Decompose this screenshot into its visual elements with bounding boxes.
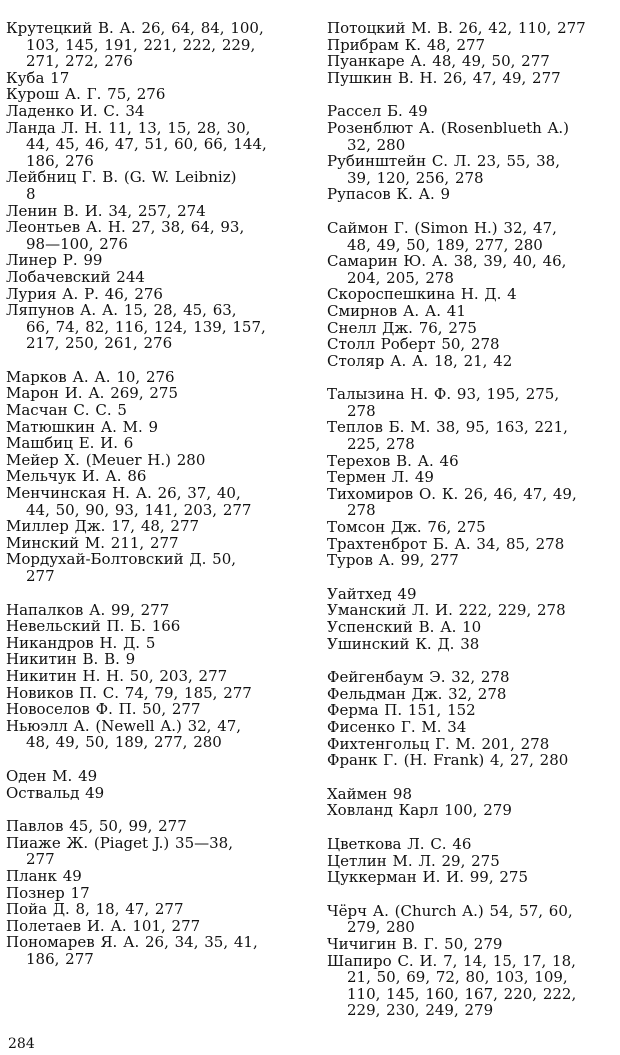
index-entry <box>6 934 302 967</box>
index-entry-line: Теплов Б. М. 38, 95, 163, 221, <box>327 418 568 437</box>
index-entry-line: Пуанкаре А. 48, 49, 50, 277 <box>327 52 550 71</box>
index-entry <box>327 103 620 120</box>
index-entry-line: Оствальд 49 <box>6 783 105 802</box>
index-entry-line: 8 <box>26 184 36 203</box>
index-entry-line: 277 <box>26 567 55 585</box>
index-entry <box>327 353 620 370</box>
index-entry-line: Чичигин В. Г. 50, 279 <box>327 934 503 953</box>
index-entry-line: Столяр А. А. 18, 21, 42 <box>327 351 513 370</box>
index-entry <box>327 586 620 603</box>
index-entry-line: Ладенко И. С. 34 <box>6 101 145 120</box>
letter-group-gap <box>327 886 620 903</box>
index-entry <box>327 936 620 953</box>
index-entry-line: Саймон Г. (Simon H.) 32, 47, <box>327 218 557 237</box>
index-entry <box>327 120 620 153</box>
index-entry <box>327 802 620 819</box>
index-entry <box>6 635 302 652</box>
index-entry-line: Терехов В. А. 46 <box>327 451 459 470</box>
index-entry-line: Пономарев Я. А. 26, 34, 35, 41, <box>6 933 258 952</box>
index-entry-line: Новиков П. С. 74, 79, 185, 277 <box>6 683 252 702</box>
index-entry-line: 279, 280 <box>347 918 415 937</box>
index-entry-line: Новоселов Ф. П. 50, 277 <box>6 700 201 719</box>
index-entry-line: 225, 278 <box>347 435 415 454</box>
index-entry-line: Пойа Д. 8, 18, 47, 277 <box>6 900 184 919</box>
index-entry-line: Миллер Дж. 17, 48, 277 <box>6 517 200 536</box>
index-entry <box>327 719 620 736</box>
letter-group-gap <box>327 819 620 836</box>
index-entry <box>6 419 302 436</box>
index-entry <box>6 685 302 702</box>
index-entry <box>6 651 302 668</box>
index-entry-line: Леонтьев А. Н. 27, 38, 64, 93, <box>6 218 245 237</box>
index-entry-line: Ленин В. И. 34, 257, 274 <box>6 201 206 220</box>
index-entry-line: Столл Роберт 50, 278 <box>327 335 500 354</box>
index-entry <box>327 419 620 452</box>
index-entry-line: Марков А. А. 10, 276 <box>6 367 175 386</box>
index-entry <box>327 320 620 337</box>
index-entry <box>327 536 620 553</box>
index-entry-line: Трахтенброт Б. А. 34, 85, 278 <box>327 534 565 553</box>
index-entry-line: Никитин Н. Н. 50, 203, 277 <box>6 666 228 685</box>
letter-group-gap <box>6 585 302 602</box>
index-entry-line: Фисенко Г. М. 34 <box>327 717 467 736</box>
index-entry-line: Ньюэлл А. (Newell A.) 32, 47, <box>6 716 242 735</box>
index-entry-line: Цуккерман И. И. 99, 275 <box>327 868 528 887</box>
index-entry-line: Талызина Н. Ф. 93, 195, 275, <box>327 385 560 404</box>
index-entry <box>6 435 302 452</box>
index-entry <box>327 786 620 803</box>
index-entry <box>6 369 302 386</box>
index-entry-line: Ланда Л. Н. 11, 13, 15, 28, 30, <box>6 118 251 137</box>
index-entry <box>6 485 302 518</box>
index-entry <box>327 636 620 653</box>
index-column-right <box>327 20 620 1019</box>
index-entry <box>6 868 302 885</box>
index-entry <box>6 269 302 286</box>
index-entry-line: 186, 277 <box>26 949 94 968</box>
index-entry <box>327 736 620 753</box>
index-entry <box>6 402 302 419</box>
index-entry-line: Мордухай-Болтовский Д. 50, <box>6 550 237 569</box>
index-entry-line: 217, 250, 261, 276 <box>26 334 173 353</box>
index-entry <box>6 219 302 252</box>
index-entry-line: Термен Л. 49 <box>327 468 434 487</box>
index-entry-line: 32, 280 <box>347 135 406 154</box>
index-entry <box>6 86 302 103</box>
index-entry-line: Рубинштейн С. Л. 23, 55, 38, <box>327 152 560 171</box>
index-entry <box>6 701 302 718</box>
index-entry-line: Невельский П. Б. 166 <box>6 617 181 636</box>
index-entry-line: Тихомиров О. К. 26, 46, 47, 49, <box>327 484 577 503</box>
letter-group-gap <box>327 652 620 669</box>
index-entry-line: Павлов 45, 50, 99, 277 <box>6 817 187 836</box>
index-entry-line: Смирнов А. А. 41 <box>327 301 466 320</box>
index-entry-line: Никитин В. В. 9 <box>6 650 136 669</box>
index-entry <box>6 918 302 935</box>
index-entry-line: Снелл Дж. 76, 275 <box>327 318 477 337</box>
index-entry-line: 98—100, 276 <box>26 234 128 253</box>
index-entry <box>6 835 302 868</box>
index-entry-line: Ушинский К. Д. 38 <box>327 634 480 653</box>
index-entry-line: 21, 50, 69, 72, 80, 103, 109, <box>347 968 568 987</box>
index-entry-line: 110, 145, 160, 167, 220, 222, <box>347 984 577 1003</box>
index-entry-line: 44, 50, 90, 93, 141, 203, 277 <box>26 500 252 519</box>
index-entry-line: Напалков А. 99, 277 <box>6 600 170 619</box>
index-entry <box>327 953 620 1019</box>
index-entry-line: Планк 49 <box>6 866 82 885</box>
index-entry <box>327 836 620 853</box>
letter-group-gap <box>327 369 620 386</box>
index-entry <box>6 468 302 485</box>
index-entry <box>327 70 620 87</box>
index-entry <box>327 853 620 870</box>
index-entry <box>327 53 620 70</box>
index-entry <box>6 518 302 535</box>
index-entry-line: 48, 49, 50, 189, 277, 280 <box>347 235 543 254</box>
index-entry-line: 204, 205, 278 <box>347 268 454 287</box>
index-entry-line: Лобачевский 244 <box>6 267 145 286</box>
index-entry-line: Марон И. А. 269, 275 <box>6 384 179 403</box>
index-entry-line: 271, 272, 276 <box>26 52 133 71</box>
index-entry <box>6 203 302 220</box>
index-entry-line: Линер Р. 99 <box>6 251 103 270</box>
index-entry <box>6 385 302 402</box>
index-entry-line: Ферма П. 151, 152 <box>327 701 476 720</box>
index-entry-line: Чёрч А. (Church A.) 54, 57, 60, <box>327 901 573 920</box>
index-entry-line: Уманский Л. И. 222, 229, 278 <box>327 601 566 620</box>
index-entry-line: Цветкова Л. С. 46 <box>327 834 472 853</box>
page-number: 284 <box>8 1036 35 1052</box>
index-entry-line: 229, 230, 249, 279 <box>347 1001 494 1020</box>
index-entry <box>327 552 620 569</box>
index-entry-line: Познер 17 <box>6 883 90 902</box>
index-entry-line: Ляпунов А. А. 15, 28, 45, 63, <box>6 301 237 320</box>
index-entry <box>327 153 620 186</box>
index-entry-line: Розенблют А. (Rosenblueth A.) <box>327 118 570 137</box>
index-entry <box>6 302 302 352</box>
index-entry-line: 103, 145, 191, 221, 222, 229, <box>26 35 256 54</box>
index-entry-line: 278 <box>347 501 376 520</box>
index-entry-line: Рассел Б. 49 <box>327 102 428 121</box>
index-entry-line: Ховланд Карл 100, 279 <box>327 801 512 820</box>
letter-group-gap <box>327 86 620 103</box>
letter-group-gap <box>6 751 302 768</box>
index-entry <box>6 602 302 619</box>
index-entry-line: 66, 74, 82, 116, 124, 139, 157, <box>26 317 266 336</box>
index-entry <box>6 818 302 835</box>
index-entry <box>6 452 302 469</box>
index-entry-line: Масчан С. С. 5 <box>6 401 127 420</box>
index-entry <box>6 618 302 635</box>
index-entry-line: Крутецкий В. А. 26, 64, 84, 100, <box>6 19 264 37</box>
index-entry-line: Туров А. 99, 277 <box>327 551 459 570</box>
index-entry <box>327 619 620 636</box>
index-entry <box>327 37 620 54</box>
index-entry <box>327 336 620 353</box>
index-entry <box>6 252 302 269</box>
index-entry-line: Уайтхед 49 <box>327 584 417 603</box>
index-entry-line: Полетаев И. А. 101, 277 <box>6 916 201 935</box>
index-entry-line: Лейбниц Г. В. (G. W. Leibniz) <box>6 168 237 187</box>
index-entry <box>6 668 302 685</box>
index-entry <box>327 702 620 719</box>
index-entry <box>6 169 302 202</box>
index-entry <box>327 602 620 619</box>
index-entry <box>6 120 302 170</box>
index-entry-line: Скороспешкина Н. Д. 4 <box>327 285 517 304</box>
index-entry <box>327 486 620 519</box>
index-entry-line: Самарин Ю. А. 38, 39, 40, 46, <box>327 252 567 271</box>
index-entry-line: Прибрам К. 48, 277 <box>327 35 486 54</box>
index-entry-line: Мельчук И. А. 86 <box>6 467 147 486</box>
index-entry-line: 48, 49, 50, 189, 277, 280 <box>26 733 222 752</box>
index-entry-line: Оден М. 49 <box>6 766 98 785</box>
index-entry <box>327 869 620 886</box>
index-entry-line: Матюшкин А. М. 9 <box>6 417 159 436</box>
index-entry <box>327 519 620 536</box>
index-entry <box>327 903 620 936</box>
index-entry-line: Цетлин М. Л. 29, 275 <box>327 851 500 870</box>
index-entry <box>327 469 620 486</box>
index-entry-line: Фельдман Дж. 32, 278 <box>327 684 507 703</box>
index-entry-line: 277 <box>26 850 55 869</box>
index-entry-line: 278 <box>347 401 376 420</box>
letter-group-gap <box>327 203 620 220</box>
index-entry <box>327 253 620 286</box>
letter-group-gap <box>6 801 302 818</box>
index-entry <box>327 386 620 419</box>
index-entry-line: Потоцкий М. В. 26, 42, 110, 277 <box>327 19 586 37</box>
index-entry <box>6 885 302 902</box>
index-entry <box>327 286 620 303</box>
index-entry <box>327 303 620 320</box>
index-entry <box>6 901 302 918</box>
index-entry-line: Минский М. 211, 277 <box>6 533 179 552</box>
letter-group-gap <box>327 769 620 786</box>
index-entry-line: Фихтенгольц Г. М. 201, 278 <box>327 734 550 753</box>
index-entry-line: 44, 45, 46, 47, 51, 60, 66, 144, <box>26 135 267 154</box>
index-entry-line: Мейер Х. (Meuer H.) 280 <box>6 450 206 469</box>
index-entry <box>327 220 620 253</box>
letter-group-gap <box>6 352 302 369</box>
index-entry-line: Успенский В. А. 10 <box>327 618 482 636</box>
index-entry-line: Пиаже Ж. (Piaget J.) 35—38, <box>6 833 233 852</box>
index-entry-line: Машбиц Е. И. 6 <box>6 434 134 453</box>
index-entry-line: Франк Г. (H. Frank) 4, 27, 280 <box>327 751 569 770</box>
index-entry <box>6 768 302 785</box>
letter-group-gap <box>327 569 620 586</box>
index-entry-line: 186, 276 <box>26 151 94 170</box>
index-entry-line: Томсон Дж. 76, 275 <box>327 518 486 537</box>
index-entry <box>327 186 620 203</box>
index-entry-line: Хаймен 98 <box>327 784 413 803</box>
index-entry <box>6 70 302 87</box>
index-entry <box>6 286 302 303</box>
index-entry-line: Куба 17 <box>6 68 70 87</box>
index-entry-line: Шапиро С. И. 7, 14, 15, 17, 18, <box>327 951 576 970</box>
index-entry <box>6 785 302 802</box>
index-entry-line: Никандров Н. Д. 5 <box>6 633 156 652</box>
index-entry <box>327 453 620 470</box>
index-entry <box>327 669 620 686</box>
index-entry-line: Менчинская Н. А. 26, 37, 40, <box>6 484 241 503</box>
index-entry <box>6 551 302 584</box>
index-entry <box>6 535 302 552</box>
index-entry <box>6 718 302 751</box>
index-entry-line: Курош А. Г. 75, 276 <box>6 85 166 104</box>
index-entry-line: Рупасов К. А. 9 <box>327 185 451 204</box>
index-entry <box>6 20 302 70</box>
index-entry-line: Лурия А. Р. 46, 276 <box>6 284 163 303</box>
index-column-left <box>6 20 302 967</box>
index-entry-line: Пушкин В. Н. 26, 47, 49, 277 <box>327 68 561 87</box>
index-entry-line: Фейгенбаум Э. 32, 278 <box>327 668 510 687</box>
index-entry <box>327 752 620 769</box>
index-entry <box>6 103 302 120</box>
index-entry <box>327 686 620 703</box>
index-entry-line: 39, 120, 256, 278 <box>347 168 484 187</box>
index-entry <box>327 20 620 37</box>
